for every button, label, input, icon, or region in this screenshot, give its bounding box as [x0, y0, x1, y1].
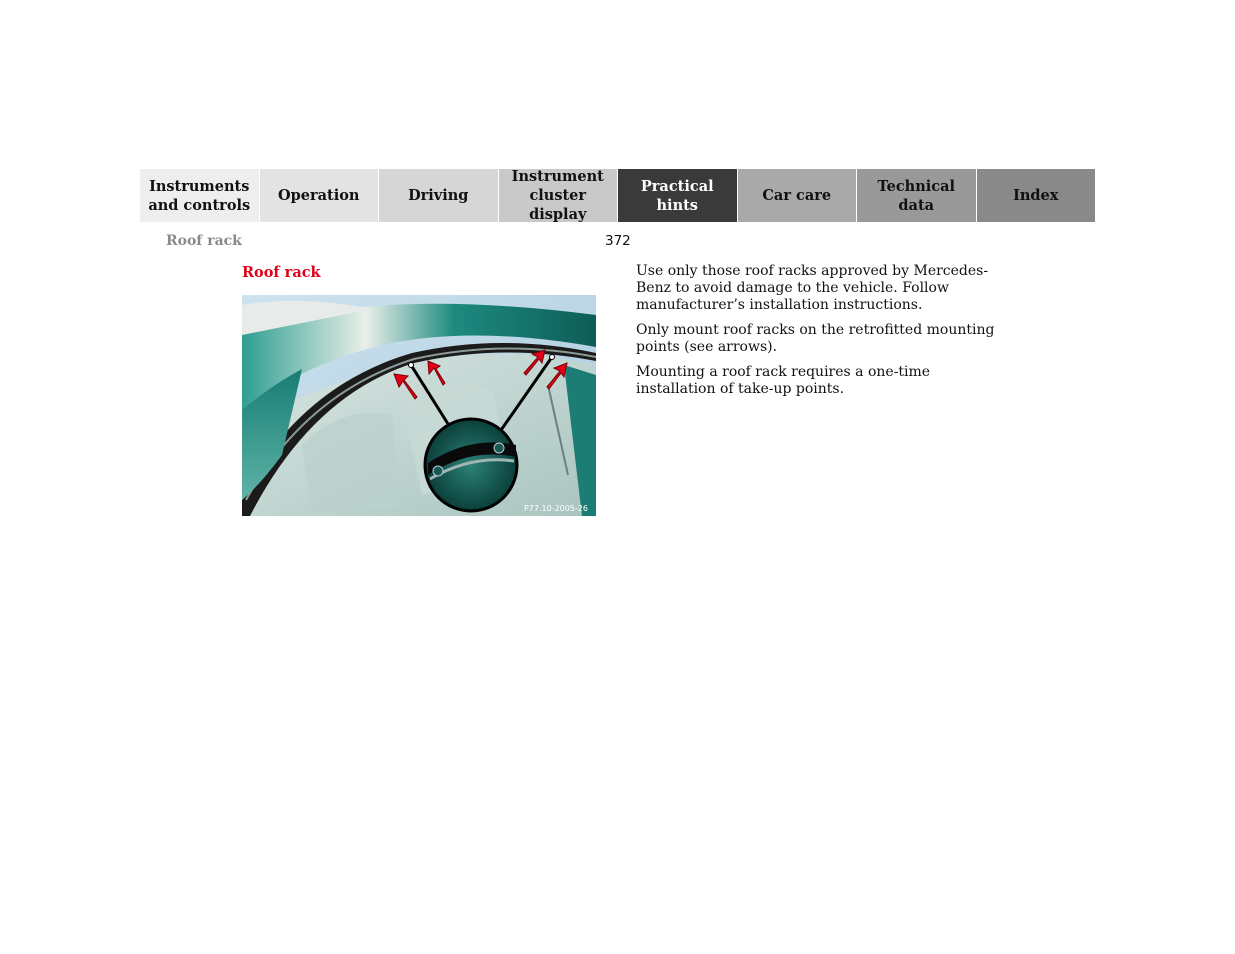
paragraph: Mounting a roof rack requires a one-time installation of take-up points.	[636, 364, 931, 397]
tab-operation[interactable]: Operation	[260, 169, 380, 222]
tab-index[interactable]: Index	[977, 169, 1096, 222]
magnifier-circle-icon	[425, 419, 517, 511]
tab-practical-hints[interactable]: Practical hints	[618, 169, 738, 222]
paragraph: Use only those roof racks approved by Mercedes-Benz to avoid damage to the vehicle. Follow manufacturer’s installation instructions.	[636, 263, 989, 313]
page-heading: Roof rack	[242, 264, 321, 281]
page-number: 372	[605, 233, 631, 249]
chapter-navigation	[140, 169, 1095, 222]
roof-rack-illustration	[242, 295, 596, 516]
tab-instruments-and-controls[interactable]: Instruments and controls	[140, 169, 260, 222]
paragraph: Only mount roof racks on the retrofitted mounting points (see arrows).	[636, 322, 995, 355]
tab-technical-data[interactable]: Technical data	[857, 169, 977, 222]
figure-code: P77.10-2005-26	[523, 504, 588, 513]
tab-car-care[interactable]: Car care	[738, 169, 858, 222]
instruction-text	[636, 263, 998, 406]
section-label: Roof rack	[166, 233, 242, 249]
tab-instrument-cluster-display[interactable]: Instrument cluster display	[499, 169, 619, 222]
tab-driving[interactable]: Driving	[379, 169, 499, 222]
